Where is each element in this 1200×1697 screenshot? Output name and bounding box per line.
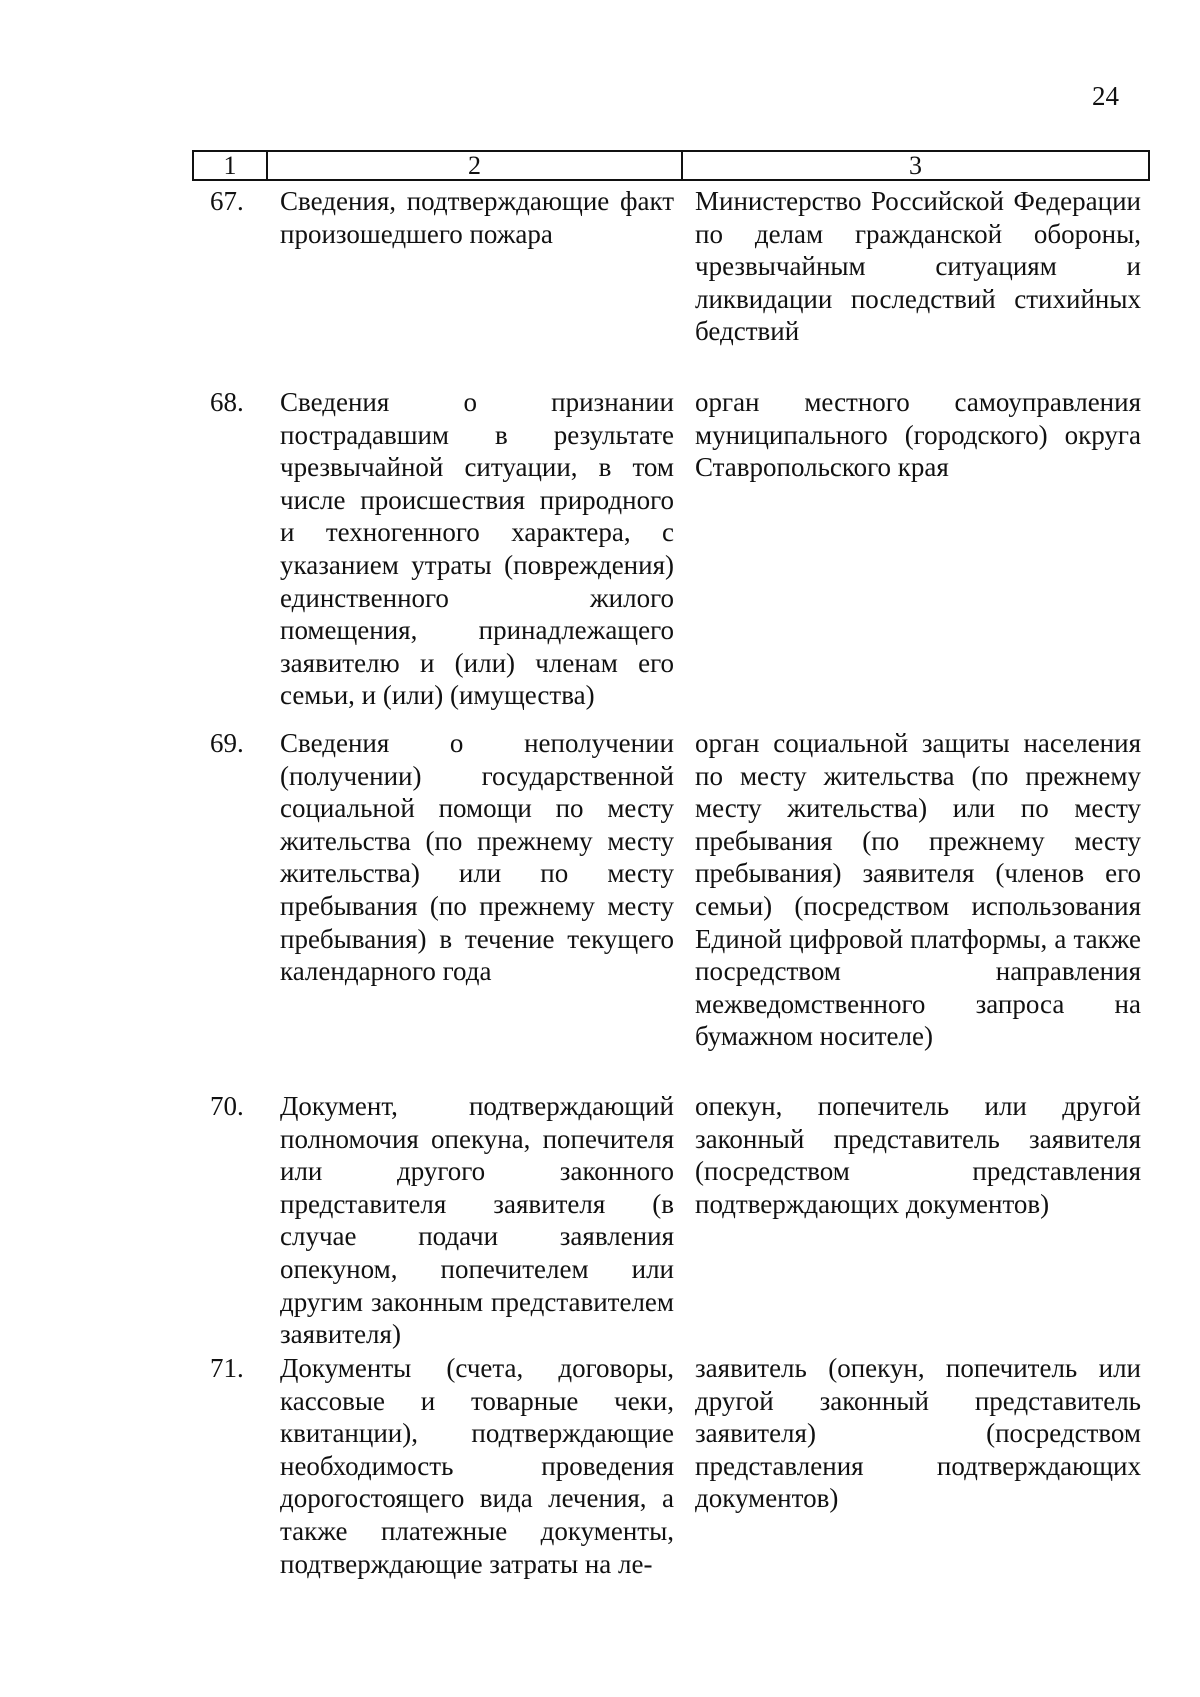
row-source: опекун, попечитель или другой законный представитель заявителя (посредством представления подтверждающих документов) <box>695 1091 1141 1219</box>
row-document: Сведения о неполучении (получении) государственной социальной помощи по месту жительства (по прежнему месту жительства) или по месту пребывания (по прежнему месту пребывания) в течение текущего календарного года <box>280 728 674 987</box>
table-header <box>192 150 1150 181</box>
row-document: Сведения, подтверждающие факт произошедшего пожара <box>280 186 674 249</box>
row-number: 68. <box>210 387 244 417</box>
row-document: Документ, подтверждающий полномочия опекуна, попечителя или другого законного представителя заявителя (в случае подачи заявления опекуном, попечителем или другим законным представителем заявителя) <box>280 1091 674 1350</box>
row-source: орган местного самоуправления муниципального (городского) округа Ставропольского края <box>695 387 1141 483</box>
row-number: 70. <box>210 1091 244 1121</box>
row-number: 71. <box>210 1353 244 1383</box>
row-source: заявитель (опекун, попечитель или другой законный представитель заявителя) (посредством представления подтверждающих документов) <box>695 1353 1141 1514</box>
row-number: 67. <box>210 186 244 216</box>
row-document: Сведения о признании пострадавшим в результате чрезвычайной ситуации, в том числе происшествия природного и техногенного характера, с указанием утраты (повреждения) единственного жилого помещения, принадлежащего заявителю и (или) членам его семьи, и (или) (имущества) <box>280 387 674 711</box>
header-col-1: 1 <box>194 152 268 179</box>
row-number: 69. <box>210 728 244 758</box>
header-col-2: 2 <box>268 152 683 179</box>
page-number: 24 <box>1092 81 1119 111</box>
header-col-3: 3 <box>909 151 922 180</box>
row-source: орган социальной защиты населения по месту жительства (по прежнему месту жительства) или по месту пребывания (по прежнему месту пребывания) заявителя (членов его семьи) (посредством использования Единой цифровой платформы, а также посредством направления межведомственного запроса на бумажном носителе) <box>695 728 1141 1052</box>
row-document: Документы (счета, договоры, кассовые и товарные чеки, квитанции), подтверждающие необходимость проведения дорогостоящего вида лечения, а также платежные документы, подтверждающие затраты на ле- <box>280 1353 674 1579</box>
row-source: Министерство Российской Федерации по делам гражданской обороны, чрезвычайным ситуациям и ликвидации последствий стихийных бедствий <box>695 186 1141 347</box>
